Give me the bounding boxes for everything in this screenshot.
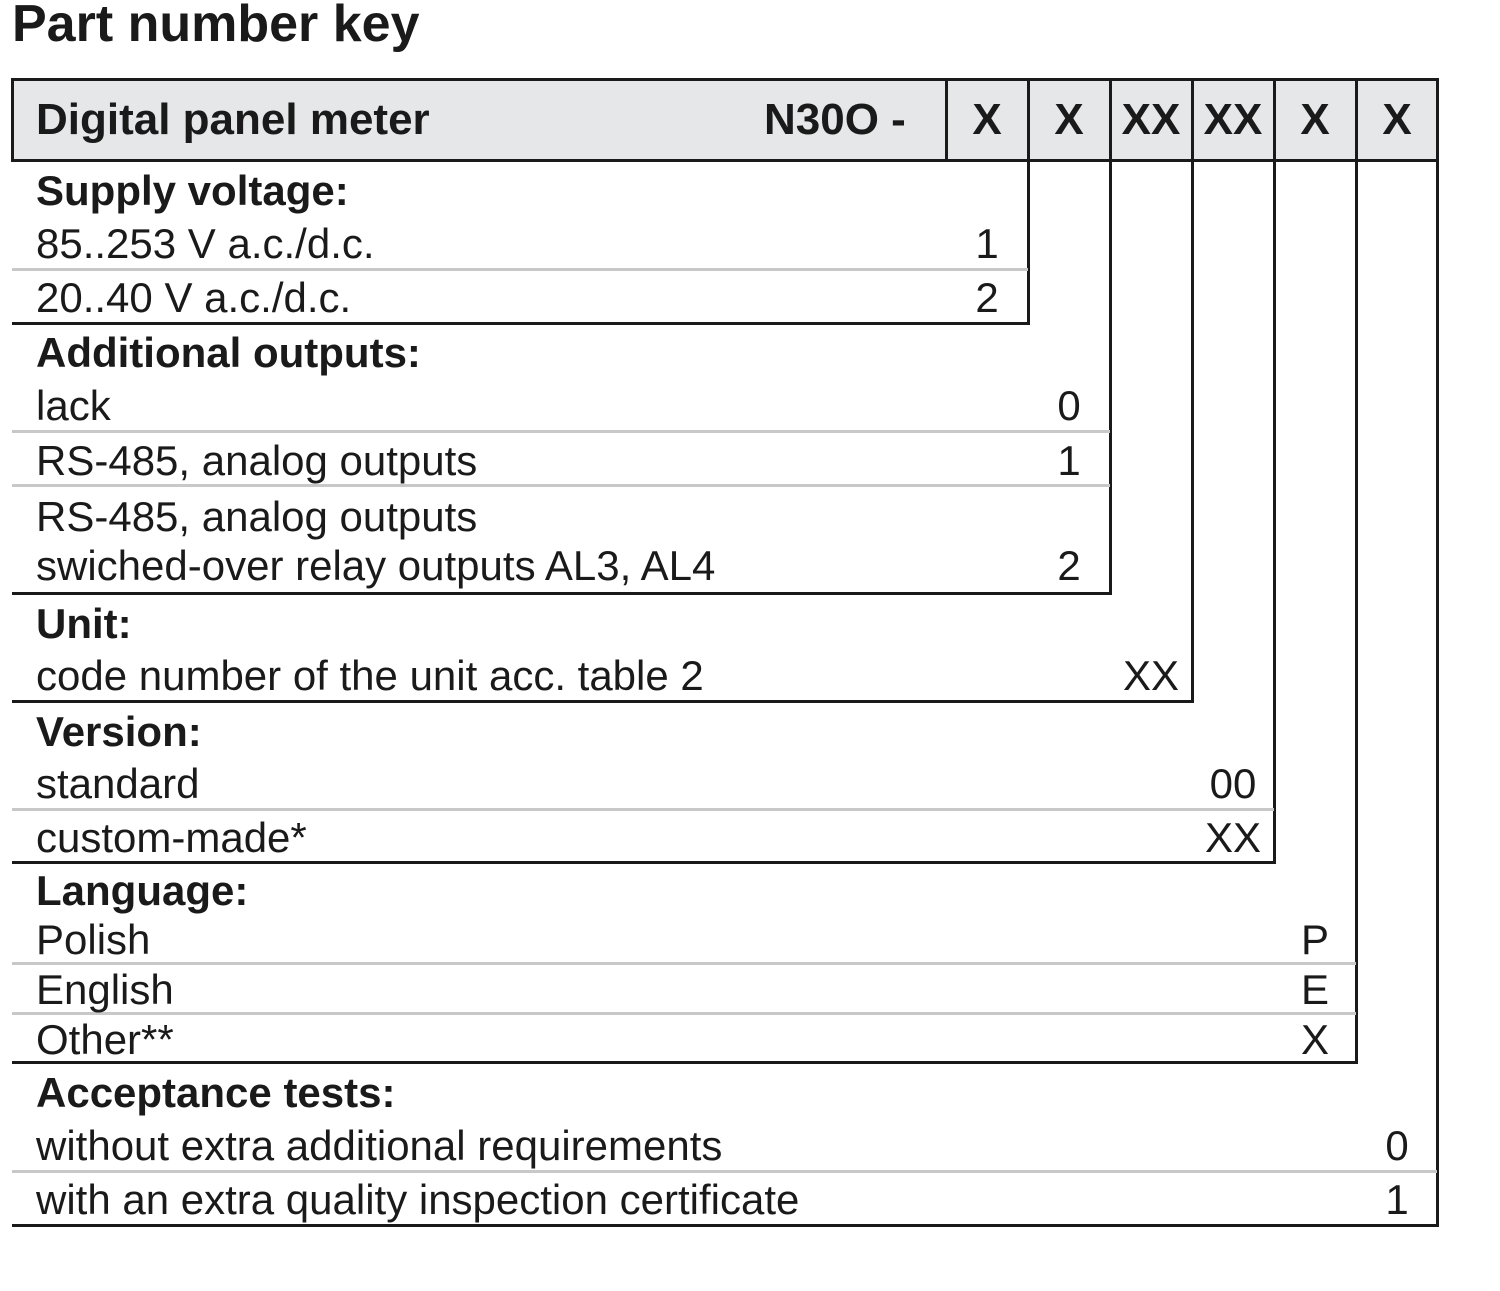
header-divider: [945, 78, 948, 162]
option-code: 1: [1385, 1176, 1409, 1223]
bracket-version: [1273, 78, 1276, 864]
page-title: Part number key: [12, 0, 420, 53]
code-position-1: X: [972, 95, 1002, 144]
additional-outputs-bottom-border: [12, 592, 1112, 595]
option-code: P: [1300, 916, 1330, 963]
part-prefix: N30O -: [764, 95, 906, 144]
section-heading-version: Version:: [36, 708, 202, 755]
option-code: XX: [1204, 814, 1262, 861]
header-bottom-border: [12, 159, 1439, 162]
language-bottom-border: [12, 1061, 1358, 1064]
row-separator: [12, 430, 1110, 433]
option-code: 0: [1057, 382, 1081, 429]
row-separator: [12, 268, 1028, 271]
option-code: 2: [1057, 542, 1081, 589]
option-label: English: [36, 966, 174, 1013]
section-heading-additional-outputs: Additional outputs:: [36, 329, 421, 376]
option-code: 00: [1209, 760, 1257, 807]
section-heading-supply-voltage: Supply voltage:: [36, 167, 349, 214]
option-label: 20..40 V a.c./d.c.: [36, 274, 352, 321]
code-position-6: X: [1382, 95, 1412, 144]
unit-bottom-border: [12, 700, 1194, 703]
header-top-border: [12, 78, 1439, 81]
bracket-unit: [1191, 78, 1194, 703]
supply-voltage-bottom-border: [12, 322, 1030, 325]
row-separator: [12, 808, 1274, 811]
option-label: Other**: [36, 1016, 174, 1063]
row-separator: [12, 962, 1356, 965]
option-label-line-2: swiched-over relay outputs AL3, AL4: [36, 542, 716, 589]
option-label: 85..253 V a.c./d.c.: [36, 220, 375, 267]
option-label: Polish: [36, 916, 151, 963]
option-code: 1: [1057, 437, 1081, 484]
bracket-additional-outputs: [1109, 78, 1112, 595]
acceptance-tests-bottom-border: [12, 1224, 1439, 1227]
bracket-acceptance-tests: [1436, 78, 1439, 1227]
option-code: XX: [1122, 652, 1180, 699]
option-label: custom-made*: [36, 814, 307, 861]
option-label: without extra additional requirements: [36, 1122, 723, 1169]
section-heading-acceptance-tests: Acceptance tests:: [36, 1069, 396, 1116]
option-code: 2: [975, 274, 999, 321]
option-label: code number of the unit acc. table 2: [36, 652, 704, 699]
code-position-4: XX: [1203, 95, 1263, 144]
option-code: 0: [1385, 1122, 1409, 1169]
code-position-3: XX: [1121, 95, 1181, 144]
section-heading-unit: Unit:: [36, 600, 132, 647]
option-label: RS-485, analog outputs: [36, 493, 478, 540]
option-label: with an extra quality inspection certificate: [36, 1176, 800, 1223]
option-label: standard: [36, 760, 200, 807]
option-code: X: [1300, 1016, 1330, 1063]
row-separator: [12, 1012, 1356, 1015]
header-left-border: [11, 78, 14, 162]
row-separator: [12, 1170, 1437, 1173]
code-position-5: X: [1300, 95, 1330, 144]
option-label: lack: [36, 382, 111, 429]
bracket-language: [1355, 78, 1358, 1064]
section-heading-language: Language:: [36, 867, 249, 914]
option-code: 1: [975, 220, 999, 267]
code-position-2: X: [1054, 95, 1084, 144]
option-label: RS-485, analog outputs: [36, 437, 478, 484]
product-name: Digital panel meter: [36, 95, 430, 144]
bracket-supply-voltage: [1027, 78, 1030, 325]
option-code: E: [1300, 966, 1330, 1013]
